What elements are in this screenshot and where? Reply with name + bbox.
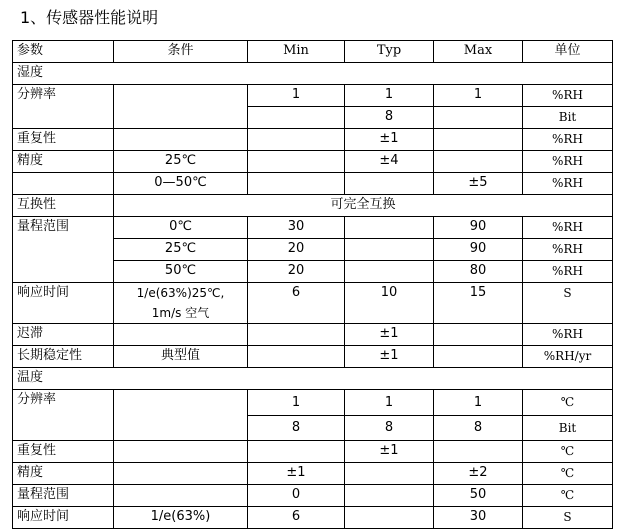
param-label: 精度 [13, 151, 114, 173]
condition-cell [114, 324, 248, 346]
section-title-temperature: 温度 [13, 368, 613, 390]
condition-cell [114, 129, 248, 151]
table-row [13, 324, 613, 346]
max-cell: 90 [434, 239, 523, 261]
condition-line-2: 1m/s 空气 [151, 306, 210, 320]
table-row [13, 283, 613, 324]
param-label: 互换性 [13, 195, 114, 217]
param-label: 量程范围 [13, 485, 114, 507]
max-cell [434, 441, 523, 463]
condition-cell: 0℃ [114, 217, 248, 239]
table-row [13, 441, 613, 463]
unit-cell: %RH [523, 173, 613, 195]
typ-cell [345, 261, 434, 283]
unit-cell: ℃ [523, 485, 613, 507]
header-typ: Typ [345, 41, 434, 63]
min-cell [248, 151, 345, 173]
min-cell [248, 441, 345, 463]
typ-cell: 1 [345, 390, 434, 416]
typ-cell: 1 [345, 85, 434, 107]
max-cell: 90 [434, 217, 523, 239]
table-row [13, 485, 613, 507]
unit-cell: %RH [523, 85, 613, 107]
header-max: Max [434, 41, 523, 63]
unit-cell: %RH [523, 129, 613, 151]
max-cell [434, 151, 523, 173]
condition-cell: 25℃ [114, 239, 248, 261]
typ-cell: ±1 [345, 324, 434, 346]
condition-cell [114, 441, 248, 463]
max-cell: 80 [434, 261, 523, 283]
max-cell: ±2 [434, 463, 523, 485]
interchange-value: 可完全互换 [114, 195, 613, 217]
max-cell: 8 [434, 416, 523, 441]
condition-cell [114, 390, 248, 441]
unit-cell: ℃ [523, 463, 613, 485]
unit-cell: %RH [523, 261, 613, 283]
table-row [13, 195, 613, 217]
min-cell: 30 [248, 217, 345, 239]
min-cell: ±1 [248, 463, 345, 485]
max-cell [434, 324, 523, 346]
unit-cell: ℃ [523, 441, 613, 463]
section-row-humidity [13, 63, 613, 85]
max-cell [434, 129, 523, 151]
page-title: 1、传感器性能说明 [20, 8, 159, 27]
condition-cell: 25℃ [114, 151, 248, 173]
param-label: 重复性 [13, 129, 114, 151]
table-row [13, 463, 613, 485]
typ-cell: ±4 [345, 151, 434, 173]
table-row [13, 129, 613, 151]
table-row [13, 390, 613, 416]
min-cell: 1 [248, 85, 345, 107]
max-cell [434, 346, 523, 368]
unit-cell: %RH/yr [523, 346, 613, 368]
table-header-row [13, 41, 613, 63]
param-label: 迟滞 [13, 324, 114, 346]
max-cell: 15 [434, 283, 523, 324]
typ-cell: ±1 [345, 346, 434, 368]
section-row-temperature [13, 368, 613, 390]
param-label: 响应时间 [13, 283, 114, 324]
unit-cell: S [523, 283, 613, 324]
header-condition: 条件 [114, 41, 248, 63]
unit-cell: Bit [523, 416, 613, 441]
max-cell: ±5 [434, 173, 523, 195]
header-param: 参数 [13, 41, 114, 63]
max-cell: 30 [434, 507, 523, 529]
table-row [13, 173, 613, 195]
condition-cell [114, 463, 248, 485]
typ-cell: 8 [345, 107, 434, 129]
typ-cell: 10 [345, 283, 434, 324]
condition-line-1: 1/e(63%)25℃, [136, 286, 225, 300]
condition-cell: 1/e(63%) [114, 507, 248, 529]
min-cell: 0 [248, 485, 345, 507]
min-cell [248, 324, 345, 346]
typ-cell: ±1 [345, 441, 434, 463]
table-row [13, 346, 613, 368]
typ-cell [345, 507, 434, 529]
typ-cell: 8 [345, 416, 434, 441]
table-row [13, 507, 613, 529]
min-cell: 20 [248, 261, 345, 283]
param-label: 长期稳定性 [13, 346, 114, 368]
param-label: 量程范围 [13, 217, 114, 283]
table-row [13, 151, 613, 173]
section-title-humidity: 湿度 [13, 63, 613, 85]
typ-cell [345, 463, 434, 485]
min-cell: 8 [248, 416, 345, 441]
unit-cell: Bit [523, 107, 613, 129]
typ-cell [345, 173, 434, 195]
condition-cell [114, 85, 248, 129]
typ-cell [345, 239, 434, 261]
unit-cell: ℃ [523, 390, 613, 416]
unit-cell: %RH [523, 217, 613, 239]
condition-cell [114, 485, 248, 507]
max-cell [434, 107, 523, 129]
condition-cell [114, 283, 248, 324]
header-min: Min [248, 41, 345, 63]
max-cell: 1 [434, 85, 523, 107]
min-cell: 6 [248, 283, 345, 324]
min-cell [248, 173, 345, 195]
condition-cell: 典型值 [114, 346, 248, 368]
param-label: 分辨率 [13, 390, 114, 441]
min-cell [248, 107, 345, 129]
param-label: 重复性 [13, 441, 114, 463]
min-cell [248, 129, 345, 151]
typ-cell [345, 485, 434, 507]
unit-cell: %RH [523, 324, 613, 346]
max-cell: 1 [434, 390, 523, 416]
min-cell [248, 346, 345, 368]
min-cell: 20 [248, 239, 345, 261]
param-label: 分辨率 [13, 85, 114, 129]
typ-cell: ±1 [345, 129, 434, 151]
min-cell: 1 [248, 390, 345, 416]
min-cell: 6 [248, 507, 345, 529]
param-label: 精度 [13, 463, 114, 485]
table-row [13, 217, 613, 239]
typ-cell [345, 217, 434, 239]
unit-cell: %RH [523, 151, 613, 173]
unit-cell: %RH [523, 239, 613, 261]
header-unit: 单位 [523, 41, 613, 63]
table-row [13, 85, 613, 107]
sensor-spec-table [12, 40, 613, 529]
unit-cell: S [523, 507, 613, 529]
max-cell: 50 [434, 485, 523, 507]
condition-cell: 0—50℃ [114, 173, 248, 195]
param-label: 响应时间 [13, 507, 114, 529]
condition-cell: 50℃ [114, 261, 248, 283]
param-label [13, 173, 114, 195]
